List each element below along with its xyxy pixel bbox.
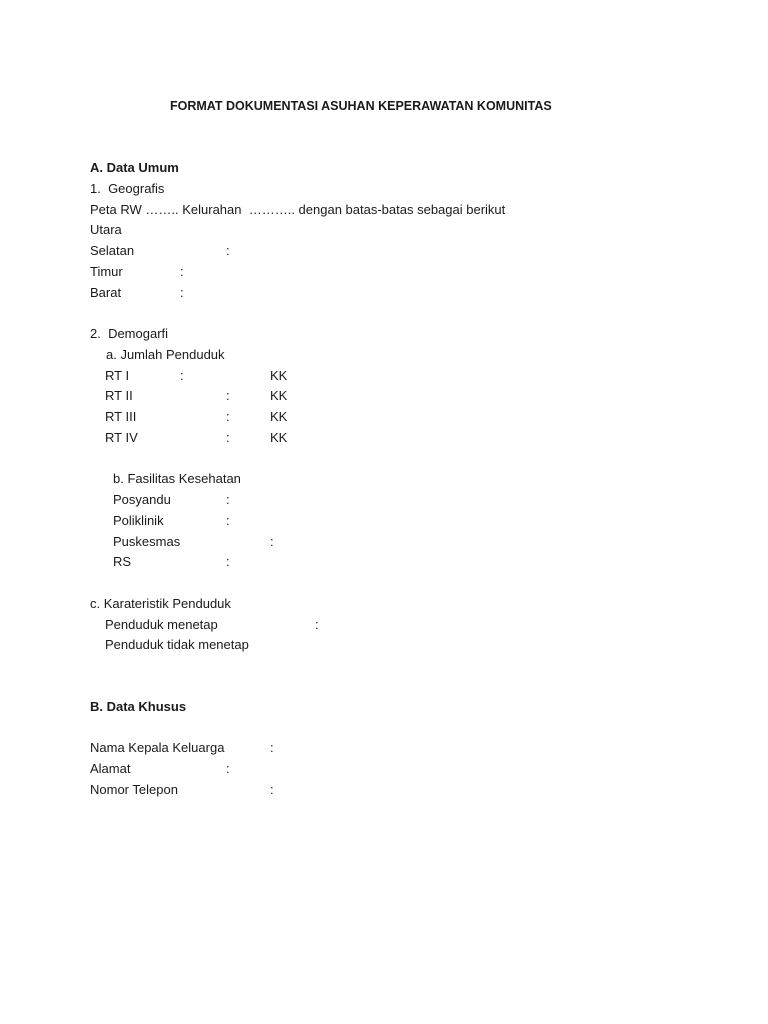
data-khusus-colon: :	[270, 740, 274, 755]
rt-colon: :	[226, 388, 230, 403]
document-title: FORMAT DOKUMENTASI ASUHAN KEPERAWATAN KOMUNITAS	[170, 99, 552, 113]
rt-label: RT III	[105, 409, 137, 424]
geo-colon-timur: :	[180, 264, 184, 279]
data-khusus-colon: :	[270, 782, 274, 797]
section-a-heading: A. Data Umum	[90, 160, 179, 175]
geo-label-utara: Utara	[90, 222, 122, 237]
fasilitas-label: RS	[113, 554, 132, 569]
geografis-intro: Peta RW …….. Kelurahan ……….. dengan batas-batas sebagai berikut	[90, 202, 506, 217]
fasilitas-label: Puskesmas	[113, 534, 181, 549]
geo-label-selatan: Selatan	[90, 243, 135, 258]
data-khusus-label: Nomor Telepon	[90, 782, 178, 797]
rt-unit: KK	[270, 409, 288, 424]
fasilitas-label: Poliklinik	[113, 513, 164, 528]
karakteristik-label: Penduduk tidak menetap	[105, 637, 249, 652]
geo-label-barat: Barat	[90, 285, 122, 300]
demografi-heading: 2. Demogarfi	[90, 326, 169, 341]
rt-colon: :	[226, 430, 230, 445]
geo-colon-selatan: :	[226, 243, 230, 258]
fasilitas-colon: :	[226, 513, 230, 528]
jumlah-penduduk-heading: a. Jumlah Penduduk	[106, 347, 225, 362]
data-khusus-colon: :	[226, 761, 230, 776]
fasilitas-heading: b. Fasilitas Kesehatan	[113, 471, 241, 486]
geo-label-timur: Timur	[90, 264, 123, 279]
data-khusus-label: Nama Kepala Keluarga	[90, 740, 225, 755]
rt-label: RT I	[105, 368, 130, 383]
karakteristik-label: Penduduk menetap	[105, 617, 218, 632]
karakteristik-colon: :	[315, 617, 319, 632]
geo-colon-barat: :	[180, 285, 184, 300]
fasilitas-colon: :	[226, 492, 230, 507]
geografis-heading: 1. Geografis	[90, 181, 165, 196]
rt-unit: KK	[270, 430, 288, 445]
data-khusus-label: Alamat	[90, 761, 131, 776]
rt-label: RT IV	[105, 430, 138, 445]
rt-colon: :	[180, 368, 184, 383]
section-b-heading: B. Data Khusus	[90, 699, 187, 714]
rt-colon: :	[226, 409, 230, 424]
rt-unit: KK	[270, 388, 288, 403]
fasilitas-label: Posyandu	[113, 492, 171, 507]
rt-unit: KK	[270, 368, 288, 383]
fasilitas-colon: :	[270, 534, 274, 549]
fasilitas-colon: :	[226, 554, 230, 569]
rt-label: RT II	[105, 388, 133, 403]
karakteristik-heading: c. Karateristik Penduduk	[90, 596, 231, 611]
